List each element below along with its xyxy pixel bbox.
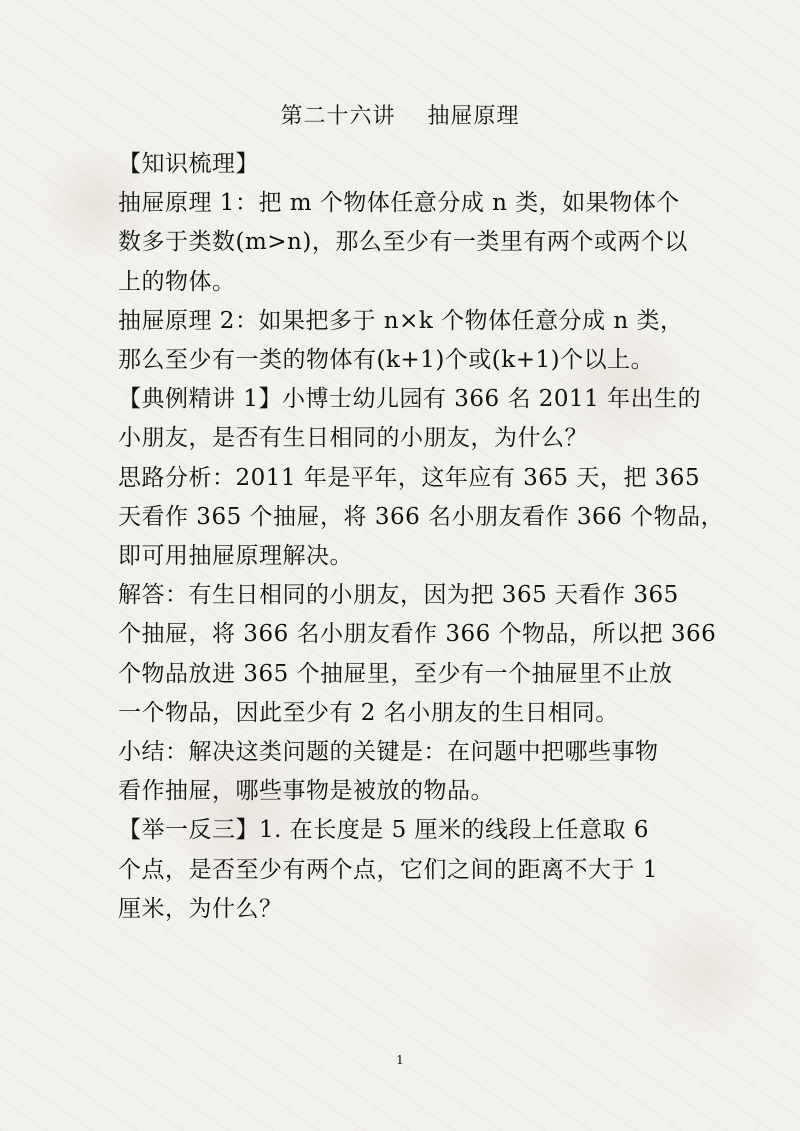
document-body	[118, 145, 725, 929]
text-line: 思路分析：2011 年是平年，这年应有 365 天，把 365	[118, 464, 701, 491]
text-line: 数多于类数(m>n)，那么至少有一类里有两个或两个以	[118, 229, 688, 256]
text-line: 厘米，为什么？	[118, 895, 283, 922]
section-heading-example: 【典例精讲 1】小博士幼儿园有 366 名 2011 年出生的	[118, 386, 702, 413]
text-line: 个抽屉，将 366 名小朋友看作 366 个物品，所以把 366	[118, 621, 717, 648]
text-line: 那么至少有一类的物体有(k+1)个或(k+1)个以上。	[118, 347, 655, 374]
text-line: 抽屉原理 2：如果把多于 n×k 个物体任意分成 n 类，	[118, 307, 684, 334]
section-heading-knowledge: 【知识梳理】	[118, 151, 259, 177]
text-line: 即可用抽屉原理解决。	[118, 543, 353, 570]
page-title: 第二十六讲 抽屉原理	[280, 104, 520, 129]
text-line: 小结：解决这类问题的关键是：在问题中把哪些事物	[118, 739, 659, 766]
text-line: 抽屉原理 1：把 m 个物体任意分成 n 类，如果物体个	[118, 190, 680, 217]
text-line: 上的物体。	[118, 268, 236, 295]
text-line: 个物品放进 365 个抽屉里，至少有一个抽屉里不止放	[118, 660, 673, 687]
section-heading-practice: 【举一反三】1. 在长度是 5 厘米的线段上任意取 6	[118, 817, 649, 844]
text-line: 看作抽屉，哪些事物是被放的物品。	[118, 778, 494, 805]
text-line: 天看作 365 个抽屉，将 366 名小朋友看作 366 个物品，	[118, 503, 725, 530]
text-line: 小朋友，是否有生日相同的小朋友，为什么？	[118, 425, 588, 452]
text-line: 一个物品，因此至少有 2 名小朋友的生日相同。	[118, 699, 619, 726]
page-number: 1	[396, 1053, 404, 1067]
text-line: 个点，是否至少有两个点，它们之间的距离不大于 1	[118, 856, 658, 883]
text-line: 解答：有生日相同的小朋友，因为把 365 天看作 365	[118, 582, 679, 609]
